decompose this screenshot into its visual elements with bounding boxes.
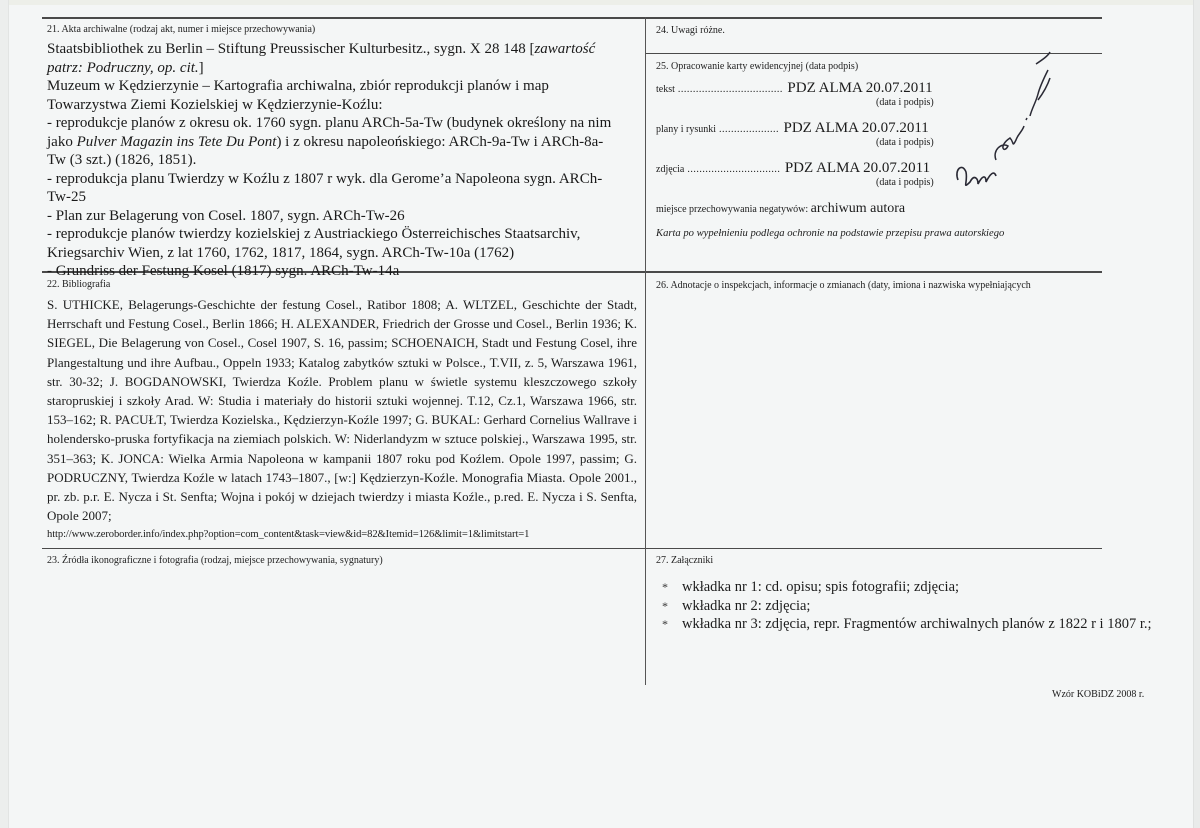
handwritten-signature-icon — [952, 50, 1052, 200]
signature-caption: (data i podpis) — [876, 137, 934, 148]
form-template-footer: Wzór KOBiDZ 2008 r. — [1052, 689, 1145, 700]
attachment-item: * wkładka nr 3: zdjęcia, repr. Fragmentów archiwalnych planów z 1822 r i 1807 r.; — [662, 616, 1152, 632]
bullet-icon: * — [662, 580, 668, 594]
page-edge-right — [1193, 0, 1200, 828]
row-divider-22-23 — [42, 548, 1102, 549]
section-21-label: 21. Akta archiwalne (rodzaj akt, numer i miejsce przechowywania) — [47, 24, 316, 35]
line: Tw-25 — [47, 189, 86, 205]
bibliography-url: http://www.zeroborder.info/index.php?option=com_content&task=view&id=82&Itemid=126&limit=1&limitstart=1 — [47, 529, 530, 541]
section-24-label: 24. Uwagi różne. — [656, 25, 725, 36]
signature-row-plans: plany i rysunki .................... PDZ ALMA 20.07.2011 (data i podpis) — [656, 120, 934, 148]
line: jako Pulver Magazin ins Tete Du Pont) i z okresu napoleońskiego: ARCh-9a-Tw i ARCh-8a- — [47, 133, 604, 150]
attachment-item: * wkładka nr 1: cd. opisu; spis fotografii; zdjęcia; — [662, 579, 960, 595]
signature-caption: (data i podpis) — [876, 177, 934, 188]
signature-value: PDZ ALMA 20.07.2011 — [784, 160, 931, 176]
line: - reprodukcje planów twierdzy kozielskiej z Austriackiego Österreichisches Staatsarchiv, — [47, 226, 581, 242]
signature-row-photos: zdjęcia ............................... PDZ ALMA 20.07.2011 (data i podpis) — [656, 160, 934, 188]
line: patrz: Podruczny, op. cit.] — [47, 59, 204, 76]
section-22-label: 22. Bibliografia — [47, 279, 111, 290]
section-26-label: 26. Adnotacje o inspekcjach, informacje o zmianach (daty, imiona i nazwiska wypełniających — [656, 280, 1031, 291]
page-edge-top — [0, 0, 1200, 5]
section-21-content — [47, 40, 642, 281]
line: - Grundriss der Festung Kosel (1817) sygn. ARCh-Tw-14a — [47, 263, 400, 279]
bibliography-text: S. UTHICKE, Belagerungs-Geschichte der festung Cosel., Ratibor 1808; A. WLTZEL, Geschichte der Stadt, Herrschaft und Festung Cosel., Berlin 1866; H. ALEXANDER, Friedrich der Grosse und Cosel., Berlin 1936; K. SIEGEL, Die Belagerung von Cosel., Cosel 1907, S. 16, passim; SCHOENAICH, Stadt und Festung Cosel, ihre Plangestaltung und ihre Aufbau., Oppeln 1933; Katalog zabytków sztuki w Polsce., T.VII, z. 5, Warszawa 1961, str. 30-32; J. BOGDANOWSKI, Twierdza Koźle. Problem planu w świetle systemu kleszczowego szkoły staropruskiej i szkoły Arad. W: Studia i materiały do historii sztuki wojennej. T.12, Cz.1, Warszawa 1966, str. 153–162; R. PACUŁT, Twierdza Kozielska., Kędzierzyn-Koźle 1997; G. BUKAL: Gerhard Cornelius Wallrave i holendersko-pruska fortyfikacja na ziemiach polskich. W: Niderlandyzm w sztuce polskiej., Warszawa 1995, str. 351–363; K. JONCA: Wielka Armia Napoleona w kampanii 1807 roku pod Koźlem. Opole 1997, passim; G. PODRUCZNY, Twierdza Koźle w latach 1743–1807., [w:] Kędzierzyn-Koźle. Monografia Miasta. Opole 2001., pr. zb. p.r. E. Nycza i St. Senfta; Wojna i pokój w dziejach twierdzy i miasta Koźle., p.red. E. Nycza i S. Senfta, Opole 2007; — [47, 297, 637, 524]
line: Towarzystwa Ziemi Kozielskiej w Kędzierzynie-Koźlu: — [47, 96, 383, 113]
signature-row-text: tekst ................................... PDZ ALMA 20.07.2011 (data i podpis) — [656, 80, 934, 108]
line: Muzeum w Kędzierzynie – Kartografia archiwalna, zbiór reprodukcji planów i map — [47, 78, 549, 94]
attachment-item: * wkładka nr 2: zdjęcia; — [662, 597, 811, 614]
line: - Plan zur Belagerung von Cosel. 1807, sygn. ARCh-Tw-26 — [47, 207, 405, 224]
top-border — [42, 17, 1102, 19]
line: Tw (3 szt.) (1826, 1851). — [47, 152, 197, 168]
negatives-location: miejsce przechowywania negatywów: archiwum autora — [656, 201, 906, 216]
negatives-value: archiwum autora — [810, 201, 906, 216]
signature-caption: (data i podpis) — [876, 97, 934, 108]
line: - reprodukcja planu Twierdzy w Koźlu z 1807 r wyk. dla Gerome’a Napoleona sygn. ARCh- — [47, 170, 603, 187]
copyright-note: Karta po wypełnieniu podlega ochronie na podstawie przepisu prawa autorskiego — [656, 228, 1005, 239]
column-divider — [645, 17, 646, 685]
line: - reprodukcje planów z okresu ok. 1760 sygn. planu ARCh-5a-Tw (budynek określony na nim — [47, 115, 612, 131]
signature-value: PDZ ALMA 20.07.2011 — [783, 120, 929, 136]
line: Kriegsarchiv Wien, z lat 1760, 1762, 1817, 1864, sygn. ARCh-Tw-10a (1762) — [47, 244, 515, 261]
page-edge-left — [0, 0, 9, 828]
bullet-icon: * — [662, 598, 668, 613]
attachments-list — [662, 578, 1182, 634]
section-25-label: 25. Opracowanie karty ewidencyjnej (data podpis) — [656, 61, 859, 72]
section-22-bibliography — [47, 295, 637, 545]
bullet-icon: * — [662, 617, 668, 631]
signature-value: PDZ ALMA 20.07.2011 — [787, 80, 933, 96]
section-23-label: 23. Źródła ikonograficzne i fotografia (rodzaj, miejsce przechowywania, sygnatury) — [47, 555, 383, 566]
line: Staatsbibliothek zu Berlin – Stiftung Preussischer Kulturbesitz., sygn. X 28 148 [zawartość — [47, 41, 596, 57]
section-27-label: 27. Załączniki — [656, 555, 714, 566]
